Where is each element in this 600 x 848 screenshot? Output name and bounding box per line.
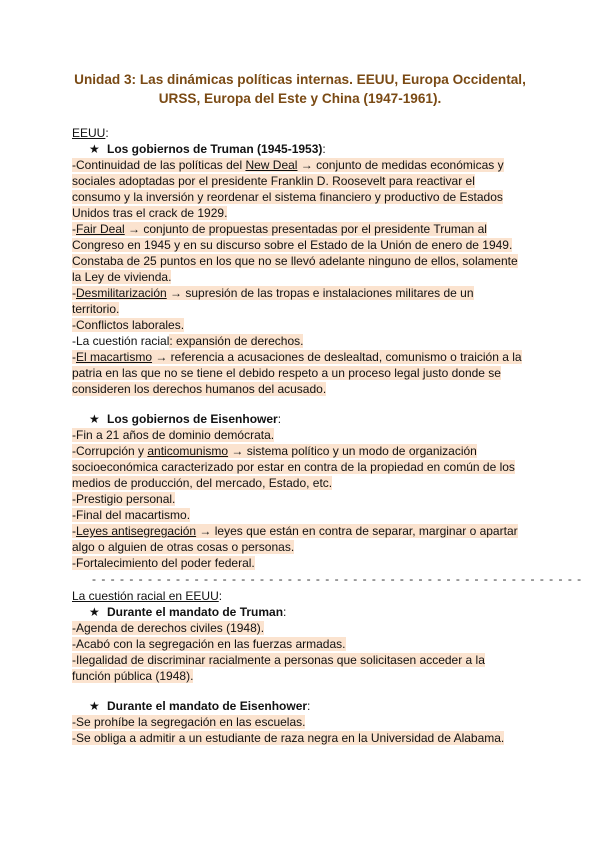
macartismo-term: El macartismo (76, 350, 153, 364)
truman-line (72, 301, 119, 317)
eisenhower-item-anticomunismo (72, 443, 477, 459)
subheading-eisenhower-text: Los gobiernos de Eisenhower (107, 412, 278, 426)
anticomunismo-term: anticomunismo (147, 444, 229, 458)
truman-item-desmilitarizacion (72, 285, 474, 301)
text: territorio. (72, 302, 120, 316)
text: Congreso en 1945 y en su discurso sobre el Estado de la Unión de enero de 1949. (72, 238, 513, 252)
text: -Fortalecimiento del poder federal. (72, 556, 255, 570)
truman-line (72, 381, 326, 397)
text: socioeconómica caracterizado por estar en contra de la propiedad en común de los (72, 460, 515, 474)
text: -Prestigio personal. (72, 492, 176, 506)
subheading-racial-truman-colon: : (283, 605, 287, 619)
truman-line (72, 205, 227, 221)
text: -Final del macartismo. (72, 508, 191, 522)
eisenhower-item (72, 491, 175, 507)
text: medios de producción, del mercado, Estado, etc. (72, 476, 333, 490)
text: → sistema político y un modo de organización (228, 444, 477, 458)
text: -Corrupción y (72, 444, 148, 458)
text: - (72, 350, 76, 364)
leyes-term: Leyes antisegregación (76, 524, 197, 538)
eeuu-heading-colon: : (105, 126, 109, 140)
eisenhower-item (72, 555, 255, 571)
truman-item-conflictos (72, 317, 184, 333)
newdeal-term: New Deal (245, 158, 298, 172)
desmilitarizacion-term: Desmilitarización (76, 286, 167, 300)
racial-truman-line (72, 668, 193, 684)
racial-heading-text: La cuestión racial en EEUU (72, 589, 219, 603)
truman-item-fairdeal (72, 221, 487, 237)
eisenhower-item (72, 427, 274, 443)
title-line-2: URSS, Europa del Este y China (1947-1961). (158, 91, 442, 106)
text: → supresión de las tropas e instalaciones militares de un (166, 286, 474, 300)
text: -La cuestión racial (72, 334, 170, 348)
section-heading-racial (72, 588, 222, 604)
text: → conjunto de medidas económicas y (297, 158, 504, 172)
racial-eisenhower-item (72, 714, 305, 730)
text: -Acabó con la segregación en las fuerzas armadas. (72, 637, 346, 651)
star-icon: ★ (89, 699, 100, 713)
text: Unidos tras el crack de 1929. (72, 206, 228, 220)
text: - (72, 222, 76, 236)
eisenhower-item-leyes (72, 523, 518, 539)
truman-item-racial (72, 333, 303, 349)
eisenhower-line (72, 475, 332, 491)
racial-truman-item (72, 620, 264, 636)
eisenhower-line (72, 539, 294, 555)
text: - (72, 524, 76, 538)
truman-item-macartismo (72, 349, 522, 365)
truman-line (72, 269, 171, 285)
fairdeal-term: Fair Deal (76, 222, 125, 236)
truman-line (72, 189, 503, 205)
text: -Conflictos laborales. (72, 318, 185, 332)
text: -Se prohíbe la segregación en las escuelas. (72, 715, 306, 729)
truman-line (72, 237, 512, 253)
text: sociales adoptadas por el presidente Franklin D. Roosevelt para reactivar el (72, 174, 475, 188)
text: algo o alguien de otras cosas o personas. (72, 540, 295, 554)
text: Constaba de 25 puntos en los que no se llevó adelante ninguno de ellos, solamente (72, 254, 518, 268)
dashed-separator: - - - - - - - - - - - - - - - - - - - - - - - - - - - - - - - - - - - - - - - - - - - - - - - - - - - - - (92, 572, 583, 586)
eisenhower-item (72, 507, 190, 523)
text: -Se obliga a admitir a un estudiante de raza negra en la Universidad de Alabama. (72, 731, 505, 745)
text: consideren los derechos humanos del acusado. (72, 382, 327, 396)
text: función pública (1948). (72, 669, 194, 683)
racial-eisenhower-item (72, 730, 504, 746)
title-line-1: Unidad 3: Las dinámicas políticas internas. EEUU, Europa Occidental, (74, 72, 526, 87)
text: -Continuidad de las políticas del (72, 158, 246, 172)
text: → referencia a acusaciones de deslealtad, comunismo o traición a la (152, 350, 522, 364)
subheading-eisenhower (107, 411, 281, 427)
truman-item-newdeal (72, 157, 504, 173)
text: → conjunto de propuestas presentadas por el presidente Truman al (124, 222, 487, 236)
star-icon: ★ (89, 605, 100, 619)
text: -Fin a 21 años de dominio demócrata. (72, 428, 275, 442)
star-icon: ★ (89, 142, 100, 156)
text: -Ilegalidad de discriminar racialmente a personas que solicitasen acceder a la (72, 653, 485, 667)
text: - (72, 286, 76, 300)
subheading-truman (107, 141, 326, 157)
truman-line (72, 253, 518, 269)
subheading-racial-eisenhower (107, 698, 310, 714)
subheading-truman-text: Los gobiernos de Truman (1945-1953) (107, 142, 323, 156)
text: consumo y la inversión y reordenar el sistema financiero y productivo de Estados (72, 190, 503, 204)
text: la Ley de vivienda. (72, 270, 172, 284)
text: : expansión de derechos. (169, 334, 304, 348)
text: patria en las que no se tiene el debido respeto a un proceso legal justo donde se (72, 366, 501, 380)
eisenhower-line (72, 459, 515, 475)
racial-heading-colon: : (218, 589, 223, 603)
text: -Agenda de derechos civiles (1948). (72, 621, 265, 635)
subheading-eisenhower-colon: : (277, 412, 282, 426)
section-heading-eeuu (72, 125, 109, 141)
subheading-racial-eisenhower-text: Durante el mandato de Eisenhower (107, 699, 308, 713)
subheading-racial-truman (107, 604, 286, 620)
star-icon: ★ (89, 412, 100, 426)
racial-truman-item (72, 652, 485, 668)
document-title (60, 70, 540, 108)
text: → leyes que están en contra de separar, marginar o apartar (196, 524, 518, 538)
subheading-truman-colon: : (322, 142, 326, 156)
subheading-racial-eisenhower-colon: : (307, 699, 311, 713)
subheading-racial-truman-text: Durante el mandato de Truman (107, 605, 284, 619)
eeuu-heading-text: EEUU (72, 126, 106, 140)
truman-line (72, 365, 501, 381)
racial-truman-item (72, 636, 346, 652)
truman-line (72, 173, 475, 189)
